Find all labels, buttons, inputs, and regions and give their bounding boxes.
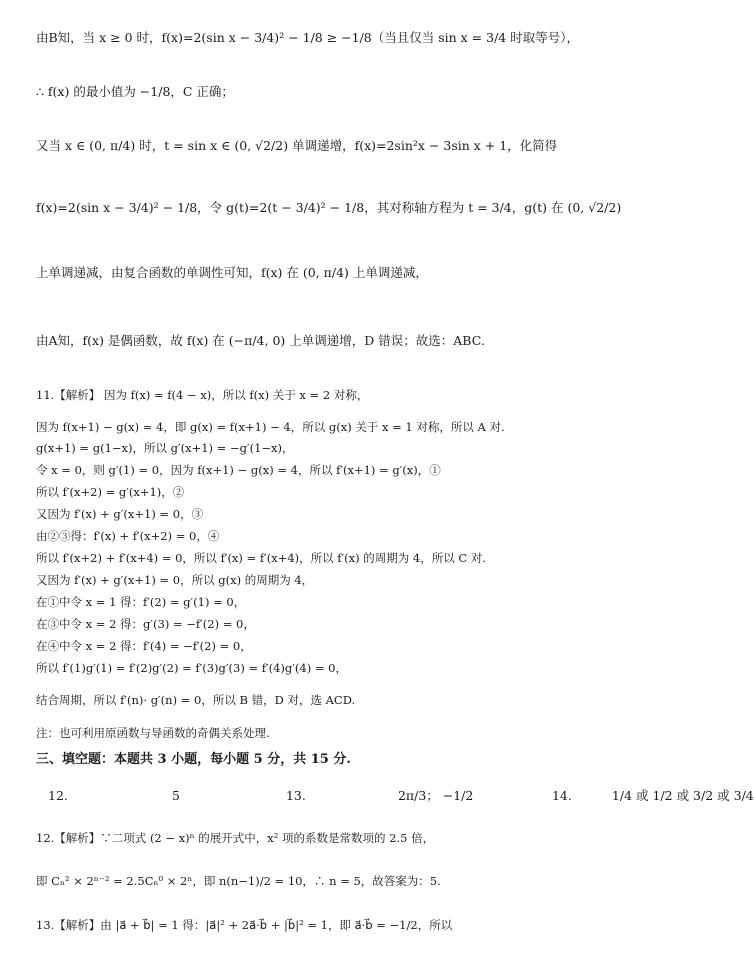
answer-value: 2π/3； −1/2	[397, 788, 474, 803]
text-line: 在④中令 x = 2 得：f′(4) = −f′(2) = 0，	[36, 639, 252, 653]
text-line: 在③中令 x = 2 得：g′(3) = −f′(2) = 0，	[36, 617, 255, 631]
answer-number: 13.	[285, 788, 306, 803]
text-line: 结合周期，所以 f′(n)· g′(n) = 0，所以 B 错，D 对，选 ACD.	[36, 693, 356, 707]
text-line: 上单调递减，由复合函数的单调性可知，f(x) 在 (0, π/4) 上单调递减，	[36, 265, 428, 280]
text-line: 13.【解析】由 |a⃗ + b⃗| = 1 得：|a⃗|² + 2a⃗·b⃗ + |b⃗|² = 1，即 a⃗·b⃗ = −1/2，所以	[36, 918, 453, 932]
answer-value: 5	[171, 788, 180, 803]
text-line: 所以 f′(x+2) + f′(x+4) = 0，所以 f′(x) = f′(x+4)，所以 f′(x) 的周期为 4，所以 C 对.	[36, 551, 487, 565]
text-line: 因为 f(x+1) − g(x) = 4，即 g(x) = f(x+1) − 4，所以 g(x) 关于 x = 1 对称，所以 A 对.	[36, 420, 505, 434]
text-line: 由B知，当 x ≥ 0 时，f(x)=2(sin x − 3/4)² − 1/8 ≥ −1/8（当且仅当 sin x = 3/4 时取等号），	[36, 30, 579, 45]
text-line: 12.【解析】∵二项式 (2 − x)ⁿ 的展开式中，x² 项的系数是常数项的 2.5 倍，	[36, 831, 435, 845]
text-line: 令 x = 0，则 g′(1) = 0，因为 f(x+1) − g(x) = 4，所以 f′(x+1) = g′(x)，①	[36, 463, 441, 477]
text-line: g(x+1) = g(1−x)，所以 g′(x+1) = −g′(1−x)，	[36, 441, 294, 455]
text-line: 在①中令 x = 1 得：f′(2) = g′(1) = 0，	[36, 595, 246, 609]
text-line: 又因为 f′(x) + g′(x+1) = 0，③	[36, 507, 204, 521]
text-line: 又因为 f′(x) + g′(x+1) = 0，所以 g(x) 的周期为 4，	[36, 573, 314, 587]
text-line: 由A知，f(x) 是偶函数，故 f(x) 在 (−π/4, 0) 上单调递增，D 错误；故选：ABC.	[36, 333, 485, 348]
answer-number: 14.	[551, 788, 572, 803]
text-line: 由②③得：f′(x) + f′(x+2) = 0，④	[36, 529, 220, 543]
answer-row	[0, 788, 754, 804]
answer-value: 1/4 或 1/2 或 3/2 或 3/4	[611, 788, 754, 803]
section-heading: 三、填空题：本题共 3 小题，每小题 5 分，共 15 分.	[36, 752, 351, 767]
text-line: f(x)=2(sin x − 3/4)² − 1/8，令 g(t)=2(t − 3/4)² − 1/8，其对称轴方程为 t = 3/4，g(t) 在 (0, √2/2)	[36, 200, 622, 215]
text-line: 所以 f′(x+2) = g′(x+1)，②	[36, 485, 185, 499]
text-line: 所以 f′(1)g′(1) = f′(2)g′(2) = f′(3)g′(3) = f′(4)g′(4) = 0，	[36, 661, 347, 675]
text-line: 11.【解析】 因为 f(x) = f(4 − x)，所以 f(x) 关于 x = 2 对称，	[36, 388, 369, 402]
text-line: 即 Cₙ² × 2ⁿ⁻² = 2.5Cₙ⁰ × 2ⁿ，即 n(n−1)/2 = 10，∴ n = 5，故答案为：5.	[36, 874, 441, 888]
answer-number: 12.	[48, 788, 68, 803]
text-line: 又当 x ∈ (0, π/4) 时，t = sin x ∈ (0, √2/2) 单调递增，f(x)=2sin²x − 3sin x + 1，化简得	[36, 138, 558, 153]
text-line: ∴ f(x) 的最小值为 −1/8，C 正确；	[36, 84, 234, 99]
text-line: 注：也可利用原函数与导函数的奇偶关系处理.	[36, 726, 270, 740]
